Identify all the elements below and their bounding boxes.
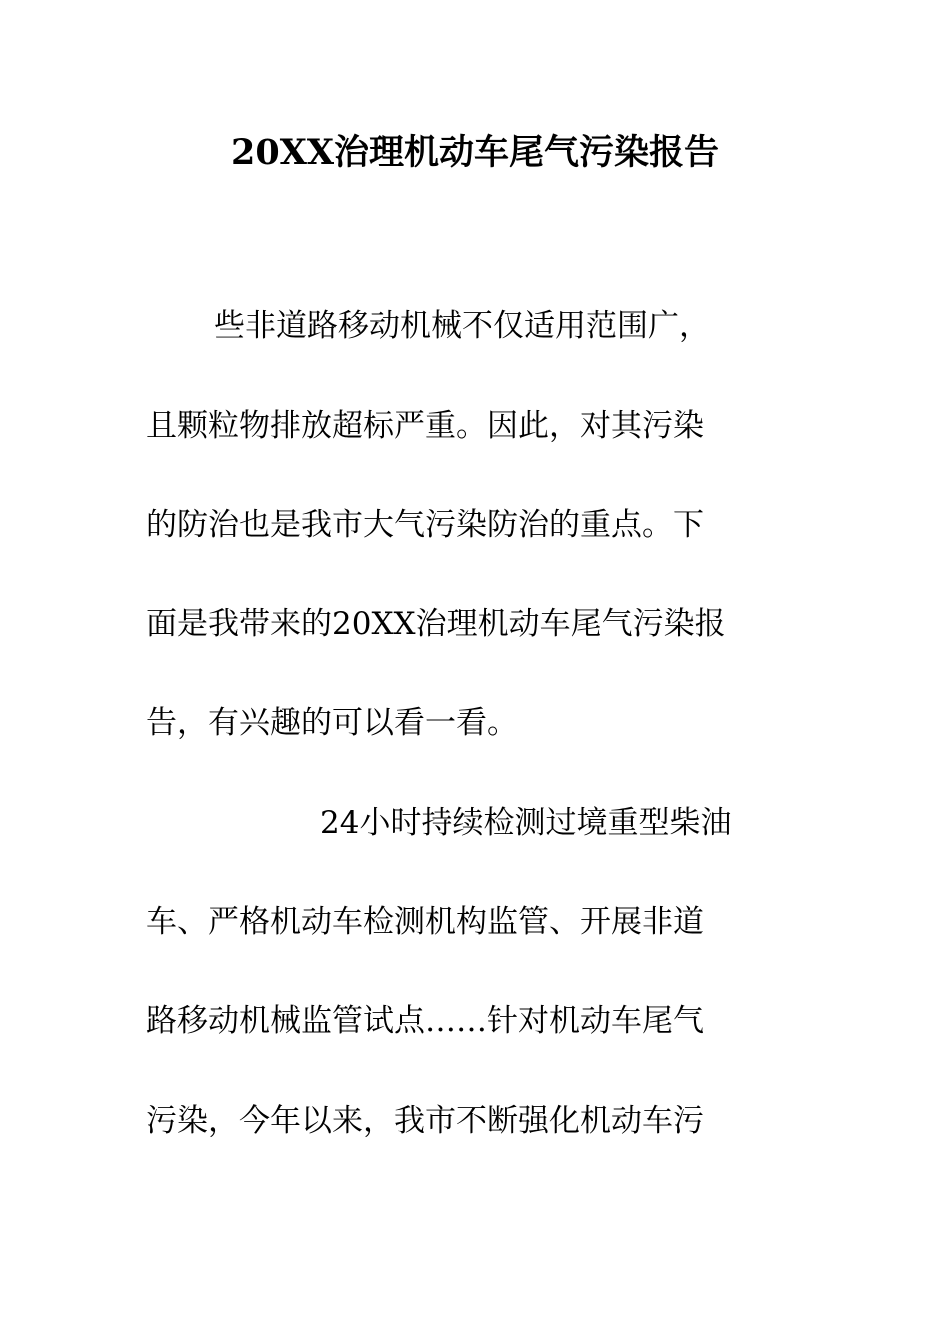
paragraph-2-line-4: 污染，今年以来，我市不断强化机动车污 [146, 1103, 704, 1139]
paragraph-1-line-3: 的防治也是我市大气污染防治的重点。下 [146, 507, 704, 543]
paragraph-2-line-1: 24小时持续检测过境重型柴油 [320, 805, 732, 841]
paragraph-1-line-2: 且颗粒物排放超标严重。因此，对其污染 [146, 408, 704, 444]
document-title: 20XX治理机动车尾气污染报告 [230, 132, 720, 173]
paragraph-1-line-5: 告，有兴趣的可以看一看。 [146, 705, 518, 741]
paragraph-2-line-2: 车、严格机动车检测机构监管、开展非道 [146, 904, 704, 940]
paragraph-2-line-3: 路移动机械监管试点……针对机动车尾气 [146, 1003, 704, 1039]
paragraph-1-line-4: 面是我带来的20XX治理机动车尾气污染报 [146, 606, 726, 642]
paragraph-1-line-1: 些非道路移动机械不仅适用范围广， [214, 308, 710, 344]
